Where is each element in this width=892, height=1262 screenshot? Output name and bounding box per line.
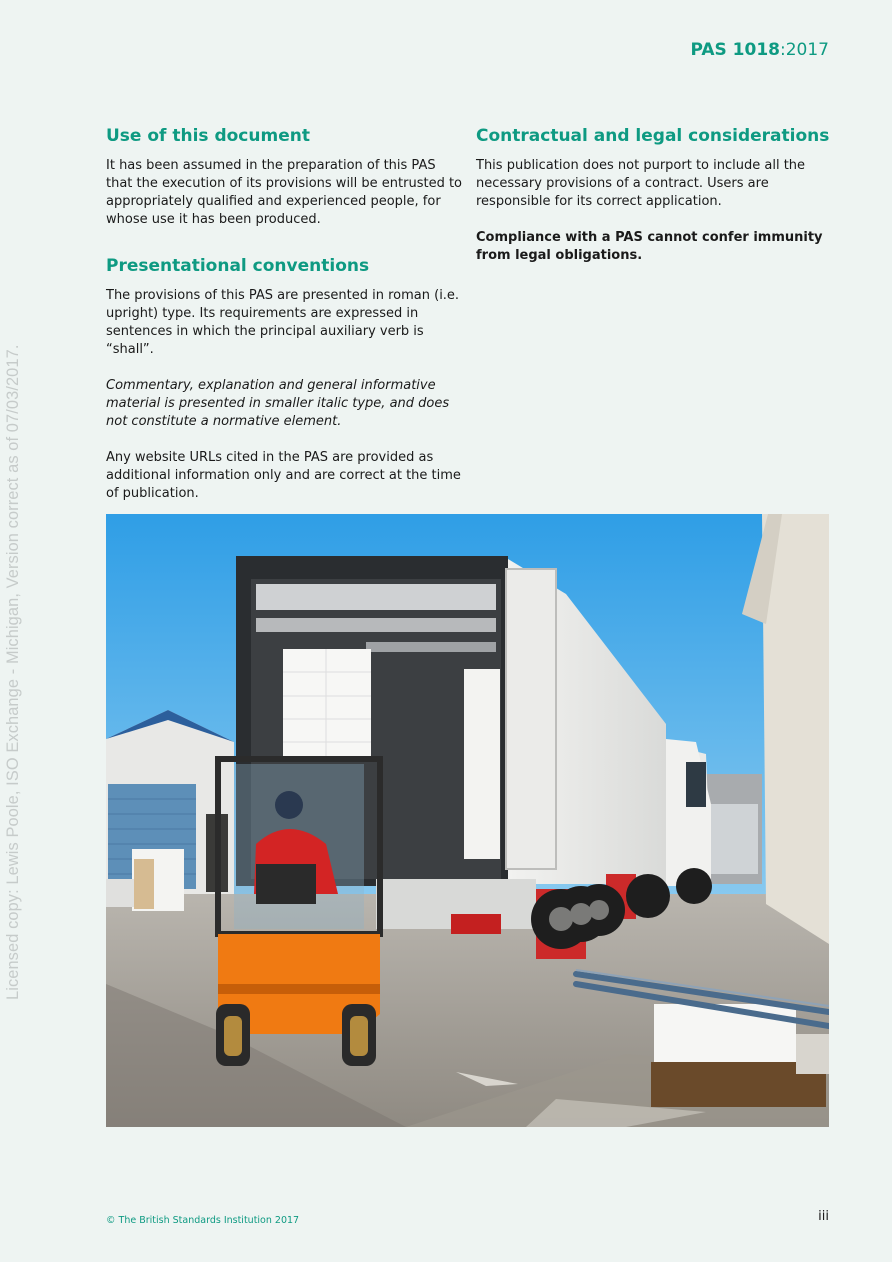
contractual-paragraph: This publication does not purport to include all the necessary provisions of a contract. Users are responsible for its correct application. [476,158,806,209]
right-column [476,124,832,290]
left-column [106,124,462,528]
forklift-truck-photo [106,514,829,1127]
use-of-document-text: It has been assumed in the preparation of this PAS that the execution of its provisions will be entrusted to appropriately qualified and experienced people, for whose use it has been produced. [106,158,463,227]
license-watermark: Licensed copy: Lewis Poole, ISO Exchange - Michigan, Version correct as of 07/03/2017. [4,344,22,1000]
conventions-paragraph-roman: The provisions of this PAS are presented in roman (i.e. upright) type. Its requirements are expressed in sentences in which the principal auxiliary verb is “shall”. [106,288,460,357]
conventions-paragraph-italic: Commentary, explanation and general informative material is presented in smaller italic type, and does not constitute a normative element. [106,378,450,429]
contractual-heading: Contractual and legal considerations [476,126,830,146]
use-of-document-section [106,124,462,229]
document-code [690,40,829,60]
document-code-year: :2017 [780,40,829,60]
presentational-conventions-heading: Presentational conventions [106,256,370,276]
contractual-section [476,124,832,265]
presentational-conventions-section [106,254,462,503]
compliance-statement: Compliance with a PAS cannot confer immunity from legal obligations. [476,230,823,263]
use-of-document-heading: Use of this document [106,126,310,146]
conventions-paragraph-urls: Any website URLs cited in the PAS are provided as additional information only and are correct at the time of publication. [106,450,461,501]
copyright-notice: © The British Standards Institution 2017 [106,1215,300,1226]
page-number: iii [818,1209,829,1224]
document-code-number: PAS 1018 [690,40,780,60]
